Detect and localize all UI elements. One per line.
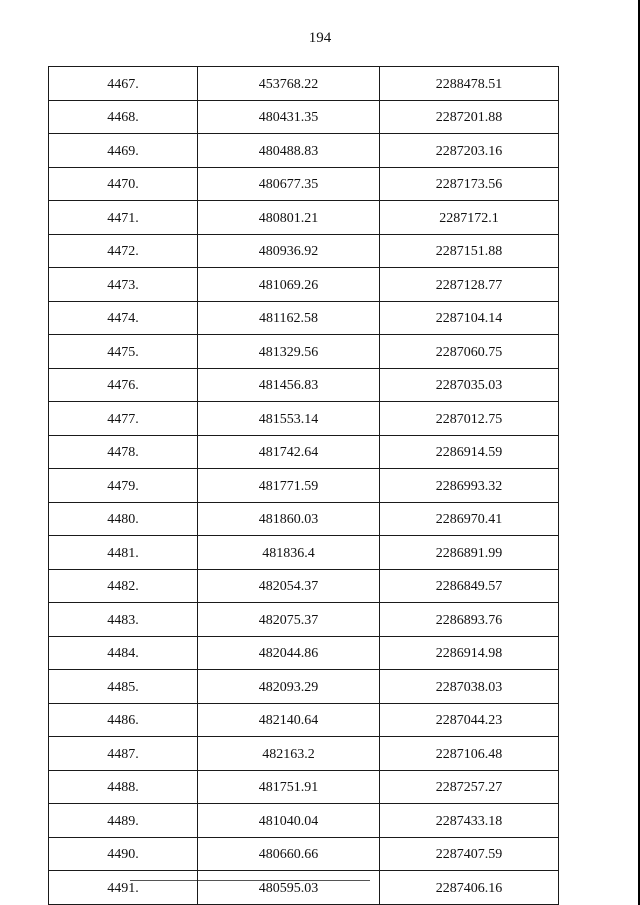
y-coordinate-cell: 2286993.32 [380, 469, 559, 503]
x-coordinate-cell: 481742.64 [198, 435, 380, 469]
y-coordinate-cell: 2286893.76 [380, 603, 559, 637]
y-coordinate-cell: 2287201.88 [380, 100, 559, 134]
table-row [49, 670, 559, 704]
x-coordinate-cell: 453768.22 [198, 67, 380, 101]
x-coordinate-cell: 481069.26 [198, 268, 380, 302]
y-coordinate-cell: 2287128.77 [380, 268, 559, 302]
point-number-cell: 4479. [49, 469, 198, 503]
point-number-cell: 4488. [49, 770, 198, 804]
table-row [49, 134, 559, 168]
table-row [49, 301, 559, 335]
y-coordinate-cell: 2287173.56 [380, 167, 559, 201]
y-coordinate-cell: 2286914.59 [380, 435, 559, 469]
table-row [49, 703, 559, 737]
point-number-cell: 4477. [49, 402, 198, 436]
y-coordinate-cell: 2287407.59 [380, 837, 559, 871]
y-coordinate-cell: 2287406.16 [380, 871, 559, 905]
x-coordinate-cell: 480660.66 [198, 837, 380, 871]
table-row [49, 603, 559, 637]
point-number-cell: 4490. [49, 837, 198, 871]
point-number-cell: 4476. [49, 368, 198, 402]
point-number-cell: 4483. [49, 603, 198, 637]
x-coordinate-cell: 480595.03 [198, 871, 380, 905]
point-number-cell: 4487. [49, 737, 198, 771]
y-coordinate-cell: 2287038.03 [380, 670, 559, 704]
x-coordinate-cell: 481329.56 [198, 335, 380, 369]
table-row [49, 804, 559, 838]
point-number-cell: 4484. [49, 636, 198, 670]
y-coordinate-cell: 2288478.51 [380, 67, 559, 101]
x-coordinate-cell: 480801.21 [198, 201, 380, 235]
point-number-cell: 4468. [49, 100, 198, 134]
point-number-cell: 4491. [49, 871, 198, 905]
x-coordinate-cell: 480488.83 [198, 134, 380, 168]
table-row [49, 636, 559, 670]
x-coordinate-cell: 481836.4 [198, 536, 380, 570]
x-coordinate-cell: 482054.37 [198, 569, 380, 603]
x-coordinate-cell: 481553.14 [198, 402, 380, 436]
point-number-cell: 4470. [49, 167, 198, 201]
x-coordinate-cell: 481860.03 [198, 502, 380, 536]
table-row [49, 469, 559, 503]
y-coordinate-cell: 2287035.03 [380, 368, 559, 402]
table-row [49, 435, 559, 469]
page-number: 194 [308, 30, 332, 46]
x-coordinate-cell: 482075.37 [198, 603, 380, 637]
point-number-cell: 4472. [49, 234, 198, 268]
x-coordinate-cell: 482044.86 [198, 636, 380, 670]
table-row [49, 201, 559, 235]
y-coordinate-cell: 2287012.75 [380, 402, 559, 436]
point-number-cell: 4478. [49, 435, 198, 469]
table-row [49, 234, 559, 268]
table-row [49, 502, 559, 536]
table-row [49, 569, 559, 603]
y-coordinate-cell: 2286891.99 [380, 536, 559, 570]
point-number-cell: 4467. [49, 67, 198, 101]
x-coordinate-cell: 480431.35 [198, 100, 380, 134]
y-coordinate-cell: 2286849.57 [380, 569, 559, 603]
table-row [49, 268, 559, 302]
table-row [49, 770, 559, 804]
y-coordinate-cell: 2287257.27 [380, 770, 559, 804]
y-coordinate-cell: 2287433.18 [380, 804, 559, 838]
table-row [49, 368, 559, 402]
x-coordinate-cell: 481751.91 [198, 770, 380, 804]
point-number-cell: 4482. [49, 569, 198, 603]
y-coordinate-cell: 2287151.88 [380, 234, 559, 268]
y-coordinate-cell: 2286970.41 [380, 502, 559, 536]
y-coordinate-cell: 2287106.48 [380, 737, 559, 771]
x-coordinate-cell: 481771.59 [198, 469, 380, 503]
point-number-cell: 4480. [49, 502, 198, 536]
x-coordinate-cell: 482093.29 [198, 670, 380, 704]
point-number-cell: 4485. [49, 670, 198, 704]
point-number-cell: 4481. [49, 536, 198, 570]
x-coordinate-cell: 481040.04 [198, 804, 380, 838]
coordinates-table-body [49, 67, 559, 905]
table-row [49, 871, 559, 905]
table-row [49, 167, 559, 201]
point-number-cell: 4469. [49, 134, 198, 168]
table-row [49, 402, 559, 436]
y-coordinate-cell: 2287172.1 [380, 201, 559, 235]
table-row [49, 335, 559, 369]
x-coordinate-cell: 480677.35 [198, 167, 380, 201]
table-row [49, 100, 559, 134]
point-number-cell: 4489. [49, 804, 198, 838]
x-coordinate-cell: 482140.64 [198, 703, 380, 737]
table-row [49, 737, 559, 771]
y-coordinate-cell: 2287060.75 [380, 335, 559, 369]
y-coordinate-cell: 2287044.23 [380, 703, 559, 737]
x-coordinate-cell: 480936.92 [198, 234, 380, 268]
table-row [49, 67, 559, 101]
y-coordinate-cell: 2286914.98 [380, 636, 559, 670]
point-number-cell: 4486. [49, 703, 198, 737]
point-number-cell: 4471. [49, 201, 198, 235]
coordinates-table [48, 66, 559, 905]
x-coordinate-cell: 481456.83 [198, 368, 380, 402]
y-coordinate-cell: 2287104.14 [380, 301, 559, 335]
point-number-cell: 4473. [49, 268, 198, 302]
point-number-cell: 4474. [49, 301, 198, 335]
y-coordinate-cell: 2287203.16 [380, 134, 559, 168]
table-row [49, 536, 559, 570]
point-number-cell: 4475. [49, 335, 198, 369]
table-row [49, 837, 559, 871]
x-coordinate-cell: 481162.58 [198, 301, 380, 335]
x-coordinate-cell: 482163.2 [198, 737, 380, 771]
